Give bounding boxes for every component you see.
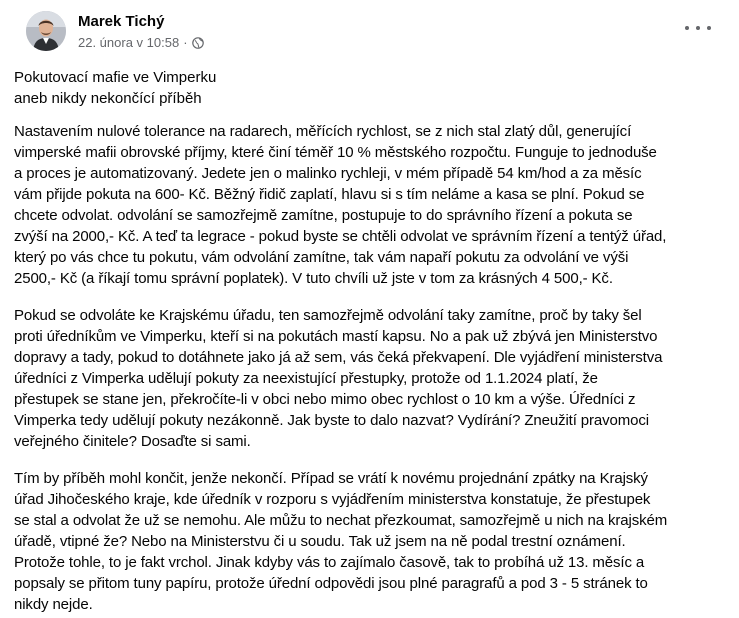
post-paragraph-2: Pokud se odvoláte ke Krajskému úřadu, ten samozřejmě odvolání taky zamítne, proč by taky šel proti úředníkům ve Vimperku, kteří si na pokutách mastí kapsu. No a pak už zbývá jen Ministerstvo dopravy a tady, pokud to dotáhnete jako já až sem, vás čeká překvapení. Dle vyjádření ministerstva úředníci z Vimperka udělují pokuty za neexistující přestupky, protože od 1.1.2024 platí, že přestupek se stane jen, překročíte-li v obci nebo mimo obec rychlost o 10 km a výše. Úředníci z Vimperka tedy udělují pokuty nezákonně. Jak byste to dalo nazvat? Vydírání? Zneužití pravomoci veřejného činitele? Dosaďte si sami. [14,307,663,450]
more-dot [696,26,700,30]
post-title-line2: aneb nikdy nekončící příběh [14,90,202,107]
author-name[interactable]: Marek Tichý [78,13,165,30]
post-header [14,0,725,62]
post-paragraph-3: Tím by příběh mohl končit, jenže nekončí. Případ se vrátí k novému projednání zpátky na Krajský úřad Jihočeského kraje, kde úředník v rozporu s vyjádřením ministerstva konstatuje, že přestupek se stal a odvolat že už se nemohu. Ale můžu to nechat přezkoumat, samozřejmě u nich na krajském úřadě, vtipné že? Nebo na Ministerstvu či u soudu. Tak už jsem na ně podal trestní oznámení. Protože tohle, to je fakt vrchol. Jinak kdyby vás to zajímalo časově, tak to probíhá už 13. měsíc a popsaly se přitom tuny papíru, protože úřední odpovědi jsou plné paragrafů a pod 3 - 5 stránek to nikdy nejde. [14,470,668,613]
post-title-line1: Pokutovací mafie ve Vimperku [14,69,217,86]
meta-separator: · [183,35,188,50]
author-avatar[interactable] [26,11,66,51]
more-dot [707,26,711,30]
avatar-photo [26,11,66,51]
more-dot [685,26,689,30]
post-timestamp[interactable]: 22. února v 10:58 [78,35,180,50]
more-options-icon[interactable] [685,18,711,38]
post-title [14,67,725,109]
post-meta [78,35,204,50]
globe-icon[interactable] [192,37,204,49]
post-paragraph-1: Nastavením nulové tolerance na radarech, měřících rychlost, se z nich stal zlatý důl, generující vimperské mafii obrovské příjmy, které činí téměř 10 % městského rozpočtu. Funguje to jednoduše a proces je automatizovaný. Jedete jen o malinko rychleji, v mém případě 54 km/hod a za měsíc vám přijde pokuta na 600- Kč. Běžný řidič zaplatí, hlavu si s tím neláme a kasa se plní. Pokud se chcete odvolat. odvolání se samozřejmě zamítne, postupuje to do správního řízení a pokuta se zvýší na 2000,- Kč. A teď ta legrace - pokud byste se chtěli odvolat ve správním řízení a tentýž úřad, který po vás chce tu pokutu, vám odvolání zamítne, tak vám napaří pokutu za odvolání ve výši 2500,- Kč (a říkají tomu správní poplatek). V tuto chvíli už jste v tom za krásných 4 500,- Kč. [14,123,667,287]
